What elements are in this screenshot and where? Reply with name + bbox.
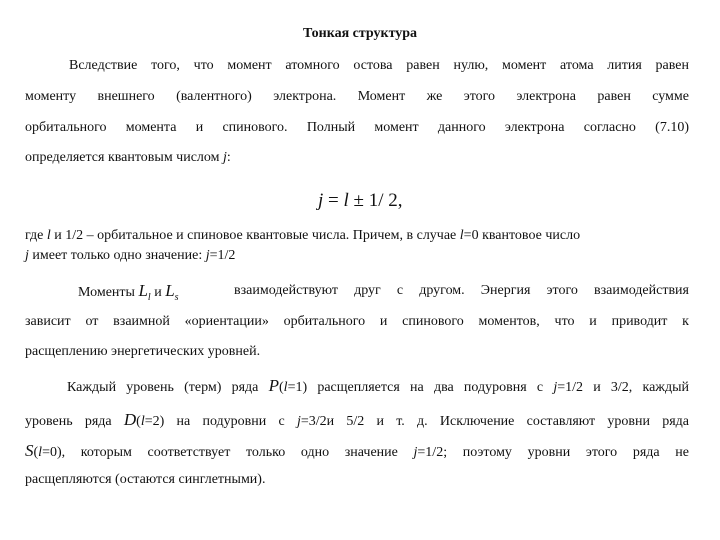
variable-l: l [38,445,43,460]
variable-j: j [205,248,210,263]
symbol-D: D [123,410,137,429]
page-title: Тонкая структура [302,26,418,41]
text-span: уровень ряда [25,414,124,429]
formula-l: l [343,190,349,211]
paragraph-4-line-4: расщепляются (остаются синглетными). [25,472,266,487]
text-span: ( [136,414,141,429]
variable-j: j [296,414,301,429]
text-span: и [150,285,166,300]
paragraph-3-line-1-start [78,281,179,303]
text-span: где [25,228,47,243]
text-span: : [226,150,231,165]
text-span: Каждый уровень (терм) ряда [67,380,269,395]
text-span: и 1/2 – орбитальное и спиновое квантовые числа. Причем, в случае [50,228,460,243]
symbol-S: S [25,441,34,460]
variable-L: L [165,281,175,300]
paragraph-3-line-3: расщеплению энергетических уровней. [25,344,261,359]
formula-lhs: j [318,190,324,211]
text-span: =1/2 [209,248,236,263]
paragraph-2-line-2 [25,248,235,264]
paragraph-2-line-1 [25,228,580,244]
text-span: =3/2и 5/2 и т. д. Исключение составляют уровни ряда [300,414,689,429]
variable-j: j [25,248,29,263]
text-span: =1/2 и 3/2, каждый [557,380,689,395]
paragraph-3-line-1-end: взаимодействуют друг с другом. Энергия этого взаимодействия [234,283,689,298]
variable-l: l [283,380,288,395]
paragraph-3-line-2: зависит от взаимной «ориентации» орбитального и спинового моментов, что и приводит к [25,314,689,329]
subscript-l: l [147,292,151,303]
text-span: ( [33,445,39,460]
formula-equals: = [323,190,344,211]
paragraph-4-line-1 [67,376,689,396]
symbol-P: P [268,376,279,395]
variable-l: l [140,414,145,429]
subscript-s: s [174,292,179,303]
text-span: =0 квантовое число [463,228,581,243]
text-span: Моменты [78,285,139,300]
text-span: =1) расщепляется на два подуровня с [287,380,554,395]
paragraph-1-line-1: Вследствие того, что момент атомного остова равен нулю, момент атома лития равен [69,58,689,73]
text-span: ( [279,380,284,395]
variable-j: j [413,445,418,460]
variable-l: l [459,228,464,243]
text-span: =2) на подуровни с [144,414,297,429]
formula-j [318,190,403,212]
paragraph-1-line-2: моменту внешнего (валентного) электрона. Момент же этого электрона равен сумме [25,89,689,104]
text-span: определяется квантовым числом [25,150,224,165]
paragraph-4-line-3 [25,441,689,461]
text-span: имеет только одно значение: [28,248,206,263]
variable-j: j [553,380,558,395]
formula-rest: ± 1/ 2, [348,190,403,211]
paragraph-4-line-2 [25,410,689,430]
variable-l: l [46,228,51,243]
paragraph-1-line-3: орбитального момента и спинового. Полный момент данного электрона согласно (7.10) [25,120,689,135]
text-span: =0), которым соответствует только одно значение [42,445,414,460]
variable-L: L [138,281,148,300]
paragraph-1-line-4 [25,150,231,166]
variable-j: j [223,150,227,165]
text-span: =1/2; поэтому уровни этого ряда не [417,445,689,460]
